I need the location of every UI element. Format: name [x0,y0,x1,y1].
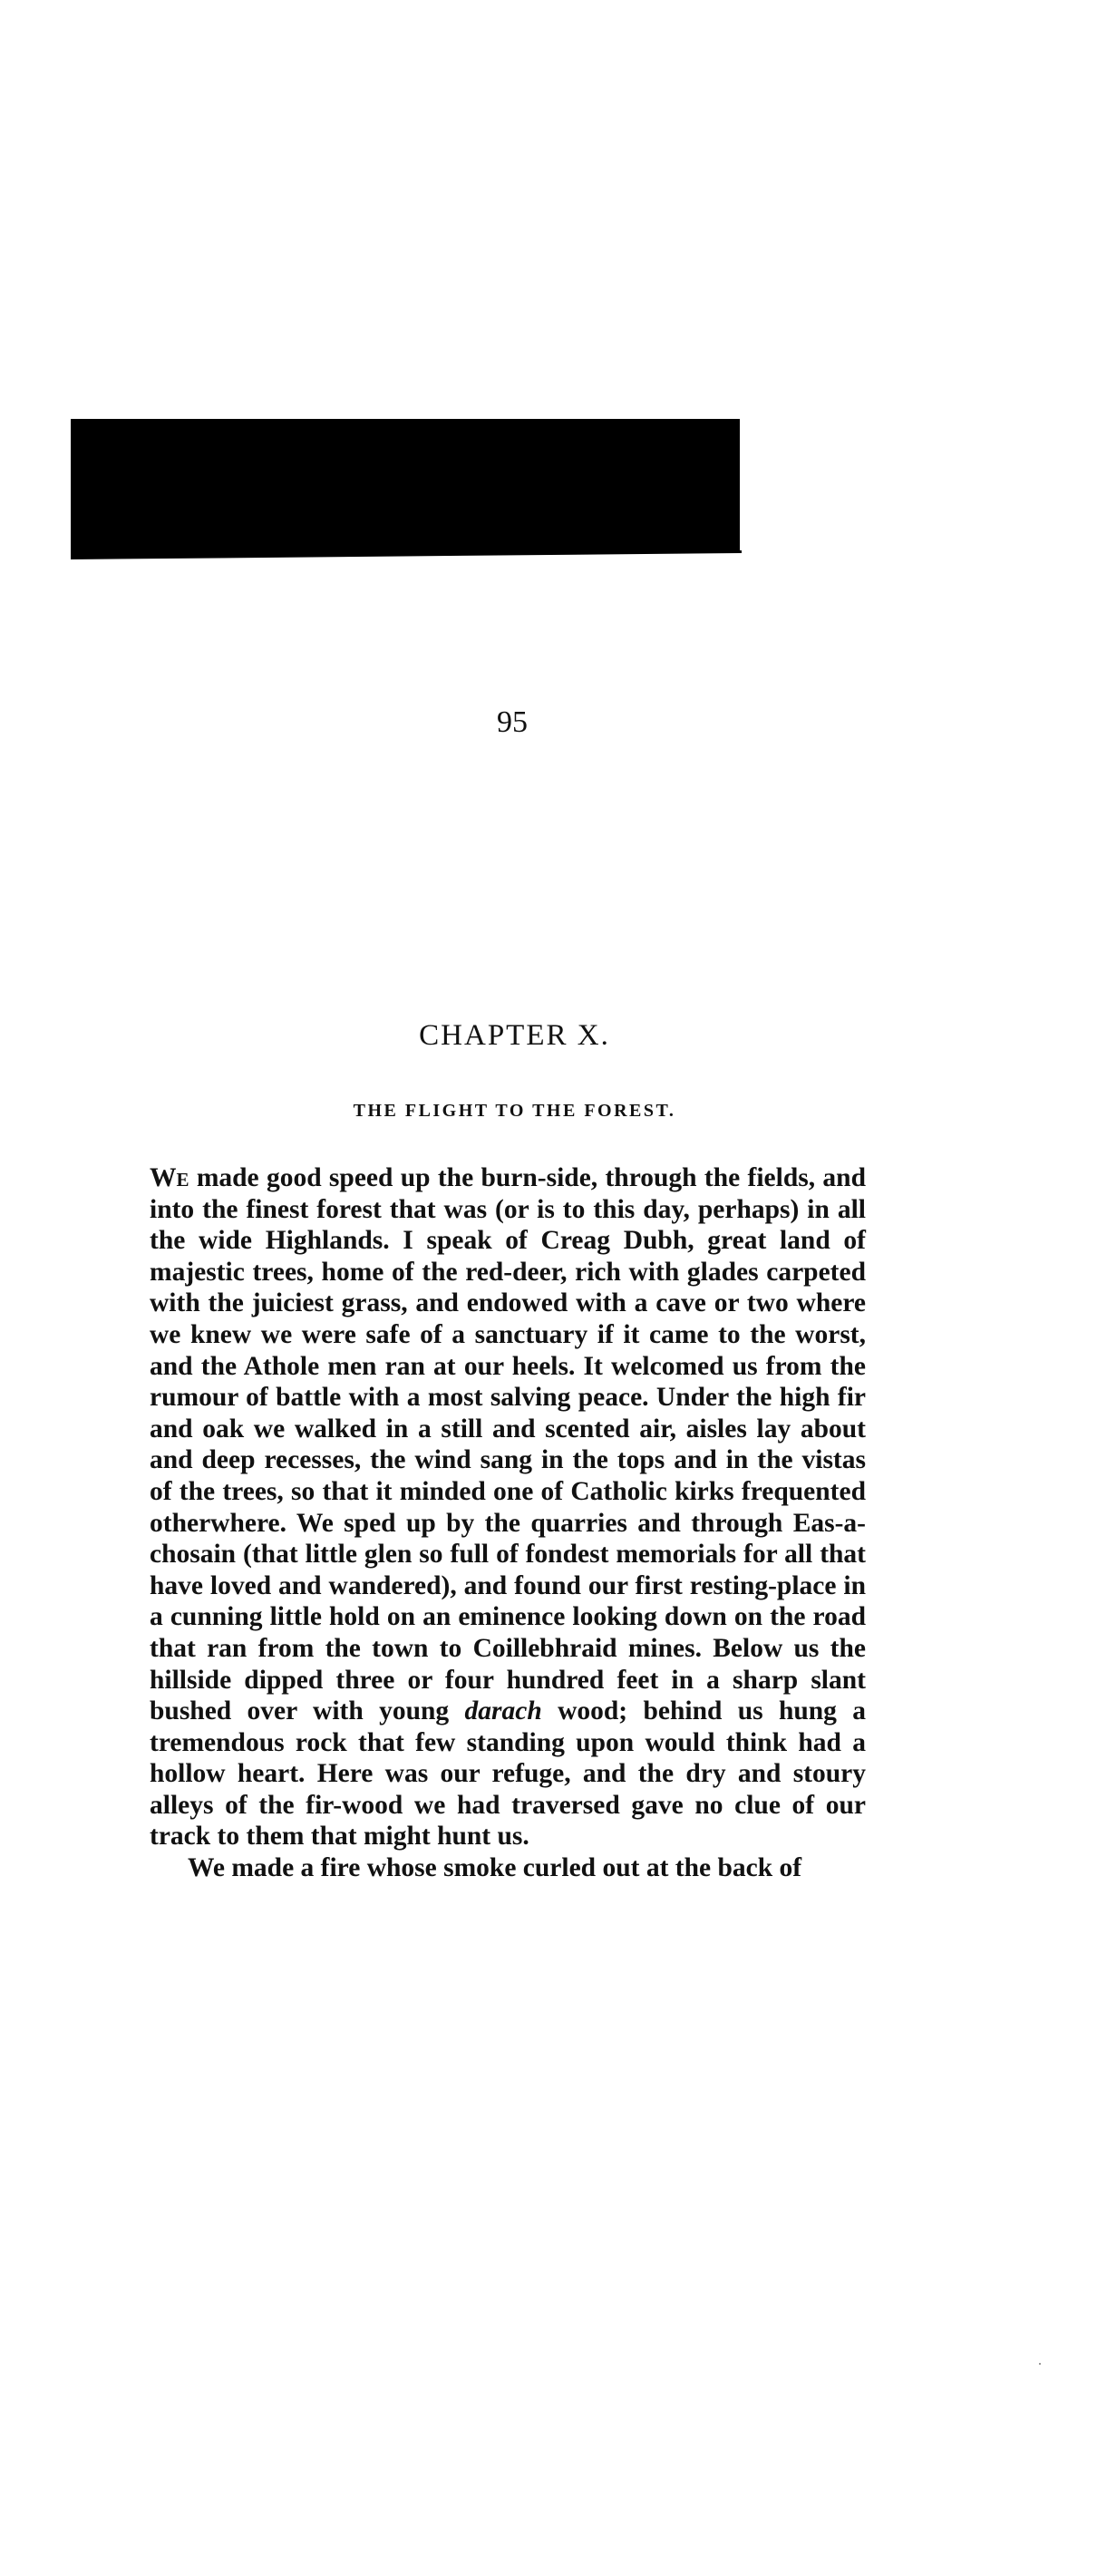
paragraph-1-text-end: wood; behind us hung a tremendous rock that few standing upon would think had a hollow heart. Here was our refuge, and the dry and stoury alleys of the fir-wood we had traversed gave no clue of our track to them that might hunt us. [150,1696,866,1852]
redaction-bar-edge [71,550,742,559]
lead-word: We [150,1163,189,1192]
italic-term: darach [464,1696,542,1726]
chapter-subtitle: THE FLIGHT TO THE FOREST. [353,1101,676,1121]
chapter-title: CHAPTER X. [419,1019,610,1052]
redaction-bar [71,419,740,553]
paragraph-2: We made a fire whose smoke curled out at the back of [188,1853,802,1883]
page-number: 95 [497,705,528,739]
paragraph-1-text: made good speed up the burn-side, through the fields, and into the finest forest that was (or is to this day, perhaps) in all the wide Highlands. I speak of Creag Dubh, great land of majestic trees, home of the red-deer, rich with glades carpeted with the juiciest grass, and endowed with a cave or two where we knew we were safe of a sanctuary if it came to the worst, and the Athole men ran at our heels. It welcomed us from the rumour of battle with a most salving peace. Under the high fir and oak we walked in a still and scented air, aisles lay about and deep recesses, the wind sang in the tops and in the vistas of the trees, so that it minded one of Catholic kirks frequented otherwhere. We sped up by the quarries and through Eas-a-chosain (that little glen so full of fondest memorials for all that have loved and wandered), and found our first resting-place in a cunning little hold on an eminence looking down on the road that ran from the town to Coillebhraid mines. Below us the hillside dipped three or four hundred feet in a sharp slant bushed over with young [150,1163,866,1726]
scan-speck [1039,2363,1041,2365]
chapter-body [150,1162,866,1884]
paragraph-1 [150,1162,866,1852]
